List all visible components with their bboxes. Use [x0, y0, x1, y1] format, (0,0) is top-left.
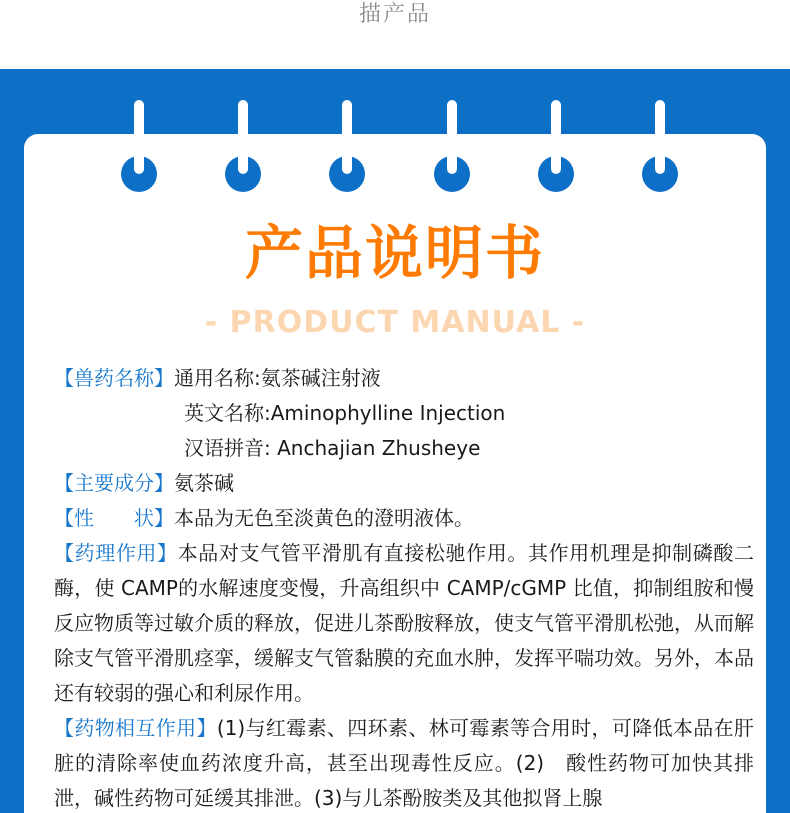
pharmacology-paragraph [54, 536, 754, 711]
manual-title: 产品说明书 [244, 219, 545, 287]
appearance-value: 本品为无色至淡黄色的澄明液体。 [174, 506, 474, 530]
vet-name-row [54, 361, 754, 396]
generic-name: 通用名称:氨茶碱注射液 [174, 366, 381, 390]
section-key: 【性 状】 [54, 506, 174, 530]
pinyin-name: 汉语拼音: Anchajian Zhusheye [184, 436, 481, 460]
binder-ring-icon [121, 100, 157, 192]
english-name-row [54, 396, 754, 431]
interaction-paragraph [54, 711, 754, 813]
binder-ring-icon [225, 100, 261, 192]
appearance-row [54, 501, 754, 536]
interaction-value: (1)与红霉素、四环素、林可霉素等合用时，可降低本品在肝脏的清除率使血药浓度升高，甚至出现毒性反应。(2) 酸性药物可加快其排泄，碱性药物可延缓其排泄。(3)与儿茶酚胺类及其他拟肾上腺 [54, 716, 754, 810]
ingredient-row [54, 466, 754, 501]
manual-content [54, 361, 754, 813]
top-caption: 描产品 [358, 2, 431, 27]
binder-ring-icon [642, 100, 678, 192]
binder-ring-icon [434, 100, 470, 192]
pinyin-row [54, 431, 754, 466]
section-key: 【药理作用】 [54, 541, 178, 565]
english-name: 英文名称:Aminophylline Injection [184, 401, 506, 425]
pharmacology-value: 本品对支气管平滑肌有直接松驰作用。其作用机理是抑制磷酸二酶，使 CAMP的水解速度变慢，升高组织中 CAMP/cGMP 比值，抑制组胺和慢反应物质等过敏介质的释放，促进儿茶酚胺释放，使支气管平滑肌松弛，从而解除支气管平滑肌痉挛，缓解支气管黏膜的充血水肿，发挥平喘功效。另外，本品还有较弱的强心和利尿作用。 [54, 541, 755, 705]
binder-ring-icon [538, 100, 574, 192]
ingredient-value: 氨茶碱 [174, 471, 234, 495]
binder-ring-icon [329, 100, 365, 192]
section-key: 【兽药名称】 [54, 366, 174, 390]
section-key: 【主要成分】 [54, 471, 174, 495]
section-key: 【药物相互作用】 [54, 716, 217, 740]
manual-subtitle: - PRODUCT MANUAL - [204, 305, 586, 340]
